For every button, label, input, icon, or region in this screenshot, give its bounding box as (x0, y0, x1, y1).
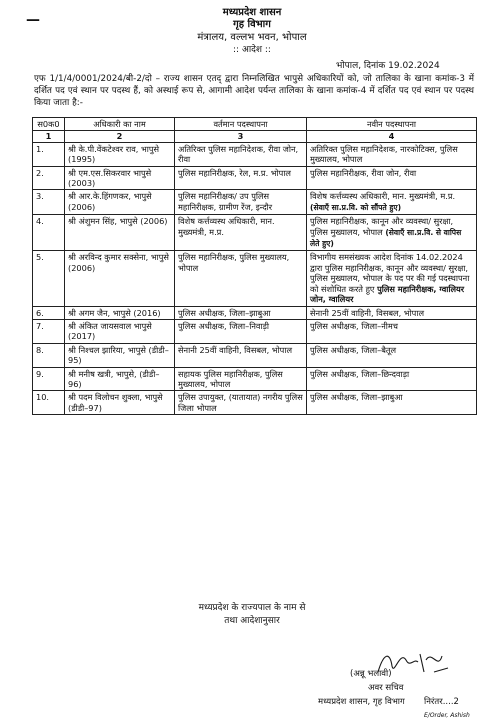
new-posting-cell (307, 251, 477, 306)
new-posting-cell: पुलिस अधीक्षक, जिला–बैतूल (307, 343, 477, 367)
order-body-text: एफ 1/1/4/0001/2024/बी-2/दो – राज्य शासन एतद् द्वारा निम्नलिखित भापुसे अधिकारियों को, जो तालिका के खाना कमांक-3 में दर्शित पद एवं स्थान पर पदस्थ हैं, को अस्थाई रूप से, आगामी आदेश पर्यन्त तालिका के खाना कमांक-4 में दर्शित पद एवं स्थान पर पदस्थ किया जाता है:- (34, 74, 474, 108)
officer-cell: श्री आर.के.हिंगणकर, भापुसे (2006) (65, 190, 175, 215)
serial-cell: 4. (33, 215, 65, 251)
officer-cell: श्री अगम जैन, भापुसे (2016) (65, 306, 175, 319)
current-posting-cell: पुलिस महानिरीक्षक, रेल, म.प्र. भोपाल (175, 166, 307, 190)
current-posting-cell: पुलिस उपायुक्त, (यातायात) नगरीय पुलिस जिला भोपाल (175, 391, 307, 415)
new-posting-cell: पुलिस अधीक्षक, जिला–नीमच (307, 319, 477, 343)
table-header-row (33, 118, 477, 131)
col-header-officer: अधिकारी का नाम (65, 118, 175, 131)
new-posting-cell (307, 190, 477, 215)
header-dash-mark: — (26, 12, 40, 28)
new-posting-cell: पुलिस अधीक्षक, जिला–झाबुआ (307, 391, 477, 415)
officer-cell: श्री एम.एस.सिकरवार भापुसे (2003) (65, 166, 175, 190)
new-posting-text: विशेष कर्त्तव्यस्थ अधिकारी, मान. मुख्यमंत्री, म.प्र. (310, 191, 456, 202)
current-posting-cell: अतिरिक्त पुलिस महानिदेशक, रीवा जोन, रीवा (175, 142, 307, 166)
new-posting-text: पुलिस महानिरीक्षक, कानून और व्यवस्था/ सुरक्षा, पुलिस मुख्यालय, भोपाल (310, 216, 454, 237)
col-header-serial: स0क0 (33, 118, 65, 131)
new-posting-cell (307, 215, 477, 251)
order-authority-line: तथा आदेशानुसार (224, 616, 280, 626)
current-posting-cell: सेनानी 25वीं वाहिनी, विसबल, भोपाल (175, 343, 307, 367)
serial-cell: 9. (33, 367, 65, 391)
issuer-initials: E/Order, Ashish (424, 712, 470, 719)
serial-cell: 10. (33, 391, 65, 415)
officer-cell: श्री अरविन्द कुमार सक्सेना, भापुसे (2006) (65, 251, 175, 306)
serial-cell: 6. (33, 306, 65, 319)
serial-cell: 3. (33, 190, 65, 215)
col-number: 2 (65, 131, 175, 142)
new-posting-cell: पुलिस महानिरीक्षक, रीवा जोन, रीवा (307, 166, 477, 190)
new-posting-cell: पुलिस अधीक्षक, जिला–छिन्दवाड़ा (307, 367, 477, 391)
table-row (33, 142, 477, 166)
col-header-new-posting: नवीन पदस्थापना (307, 118, 477, 131)
table-row (33, 391, 477, 415)
order-heading: :: आदेश :: (233, 45, 271, 55)
service-note: (सेवाएँ सा.प्र.वि. को सौंपते हुए) (310, 202, 402, 212)
current-posting-cell: सहायक पुलिस महानिरीक्षक, पुलिस मुख्यालय, भोपाल (175, 367, 307, 391)
service-note: (सेवाएँ सा.प्र.वि. से वापिस लेते हुए) (310, 227, 462, 249)
office-address: मंत्रालय, वल्लभ भवन, भोपाल (197, 32, 307, 43)
officer-cell: श्री पदम विलोचन शुक्ला, भापुसे (डीडी–97) (65, 391, 175, 415)
serial-cell: 5. (33, 251, 65, 306)
serial-cell: 8. (33, 343, 65, 367)
current-posting-cell: विशेष कर्त्तव्यस्थ अधिकारी, मान. मुख्यमंत्री, म.प्र. (175, 215, 307, 251)
current-posting-cell: पुलिस अधीक्षक, जिला–झाबुआ (175, 306, 307, 319)
table-row (33, 190, 477, 215)
current-posting-cell: पुलिस अधीक्षक, जिला–निवाड़ी (175, 319, 307, 343)
serial-cell: 2. (33, 166, 65, 190)
signatory-designation: अवर सचिव (368, 683, 404, 693)
department-name: गृह विभाग (233, 19, 271, 30)
table-row (33, 251, 477, 306)
col-number: 3 (175, 131, 307, 142)
table-row (33, 306, 477, 319)
serial-cell: 1. (33, 142, 65, 166)
signatory-office: मध्यप्रदेश शासन, गृह विभाग (318, 697, 405, 707)
officer-cell: श्री अंकित जायसवाल भापुसे (2017) (65, 319, 175, 343)
officer-cell: श्री अंशुमन सिंह, भापुसे (2006) (65, 215, 175, 251)
table-row (33, 166, 477, 190)
table-column-number-row (33, 131, 477, 142)
officer-cell: श्री निश्चल झारिया, भापुसे (डीडी–95) (65, 343, 175, 367)
new-posting-cell: सेनानी 25वीं वाहिनी, विसबल, भोपाल (307, 306, 477, 319)
government-name: मध्यप्रदेश शासन (222, 7, 282, 18)
col-number: 1 (33, 131, 65, 142)
table-row (33, 343, 477, 367)
current-posting-cell: पुलिस महानिरीक्षक/ उप पुलिस महानिरीक्षक, ग्रामीण रेंज, इन्दौर (175, 190, 307, 215)
signatory-name: (अन्नू भलावी) (350, 669, 392, 679)
transfer-table (32, 117, 477, 415)
table-row (33, 319, 477, 343)
new-posting-emphasis: पुलिस महानिरीक्षक, ग्वालियर जोन, ग्वालियर (310, 283, 465, 305)
col-number: 4 (307, 131, 477, 142)
place-date: भोपाल, दिनांक 19.02.2024 (336, 61, 440, 71)
col-header-current-posting: वर्तमान पदस्थापना (175, 118, 307, 131)
current-posting-cell: पुलिस महानिरीक्षक, पुलिस मुख्यालय, भोपाल (175, 251, 307, 306)
continued-marker: निरंतर....2 (424, 697, 459, 707)
officer-cell: श्री के.पी.वेंकटेश्वर राव, भापुसे (1995) (65, 142, 175, 166)
table-row (33, 215, 477, 251)
officer-cell: श्री मनीष खत्री, भापुसे, (डीडी–96) (65, 367, 175, 391)
serial-cell: 7. (33, 319, 65, 343)
new-posting-text: विभागीय समसंख्यक आदेश दिनांक 14.02.2024 द्वारा पुलिस महानिरीक्षक, कानून और व्यवस्था/ सुरक्षा, पुलिस मुख्यालय, भोपाल के पद पर की गई पदस्थापना को संशोधित करते हुए (310, 252, 470, 294)
new-posting-cell: अतिरिक्त पुलिस महानिदेशक, नारकोटिक्स, पुलिस मुख्यालय, भोपाल (307, 142, 477, 166)
governor-authority-line: मध्यप्रदेश के राज्यपाल के नाम से (198, 603, 306, 613)
table-row (33, 367, 477, 391)
